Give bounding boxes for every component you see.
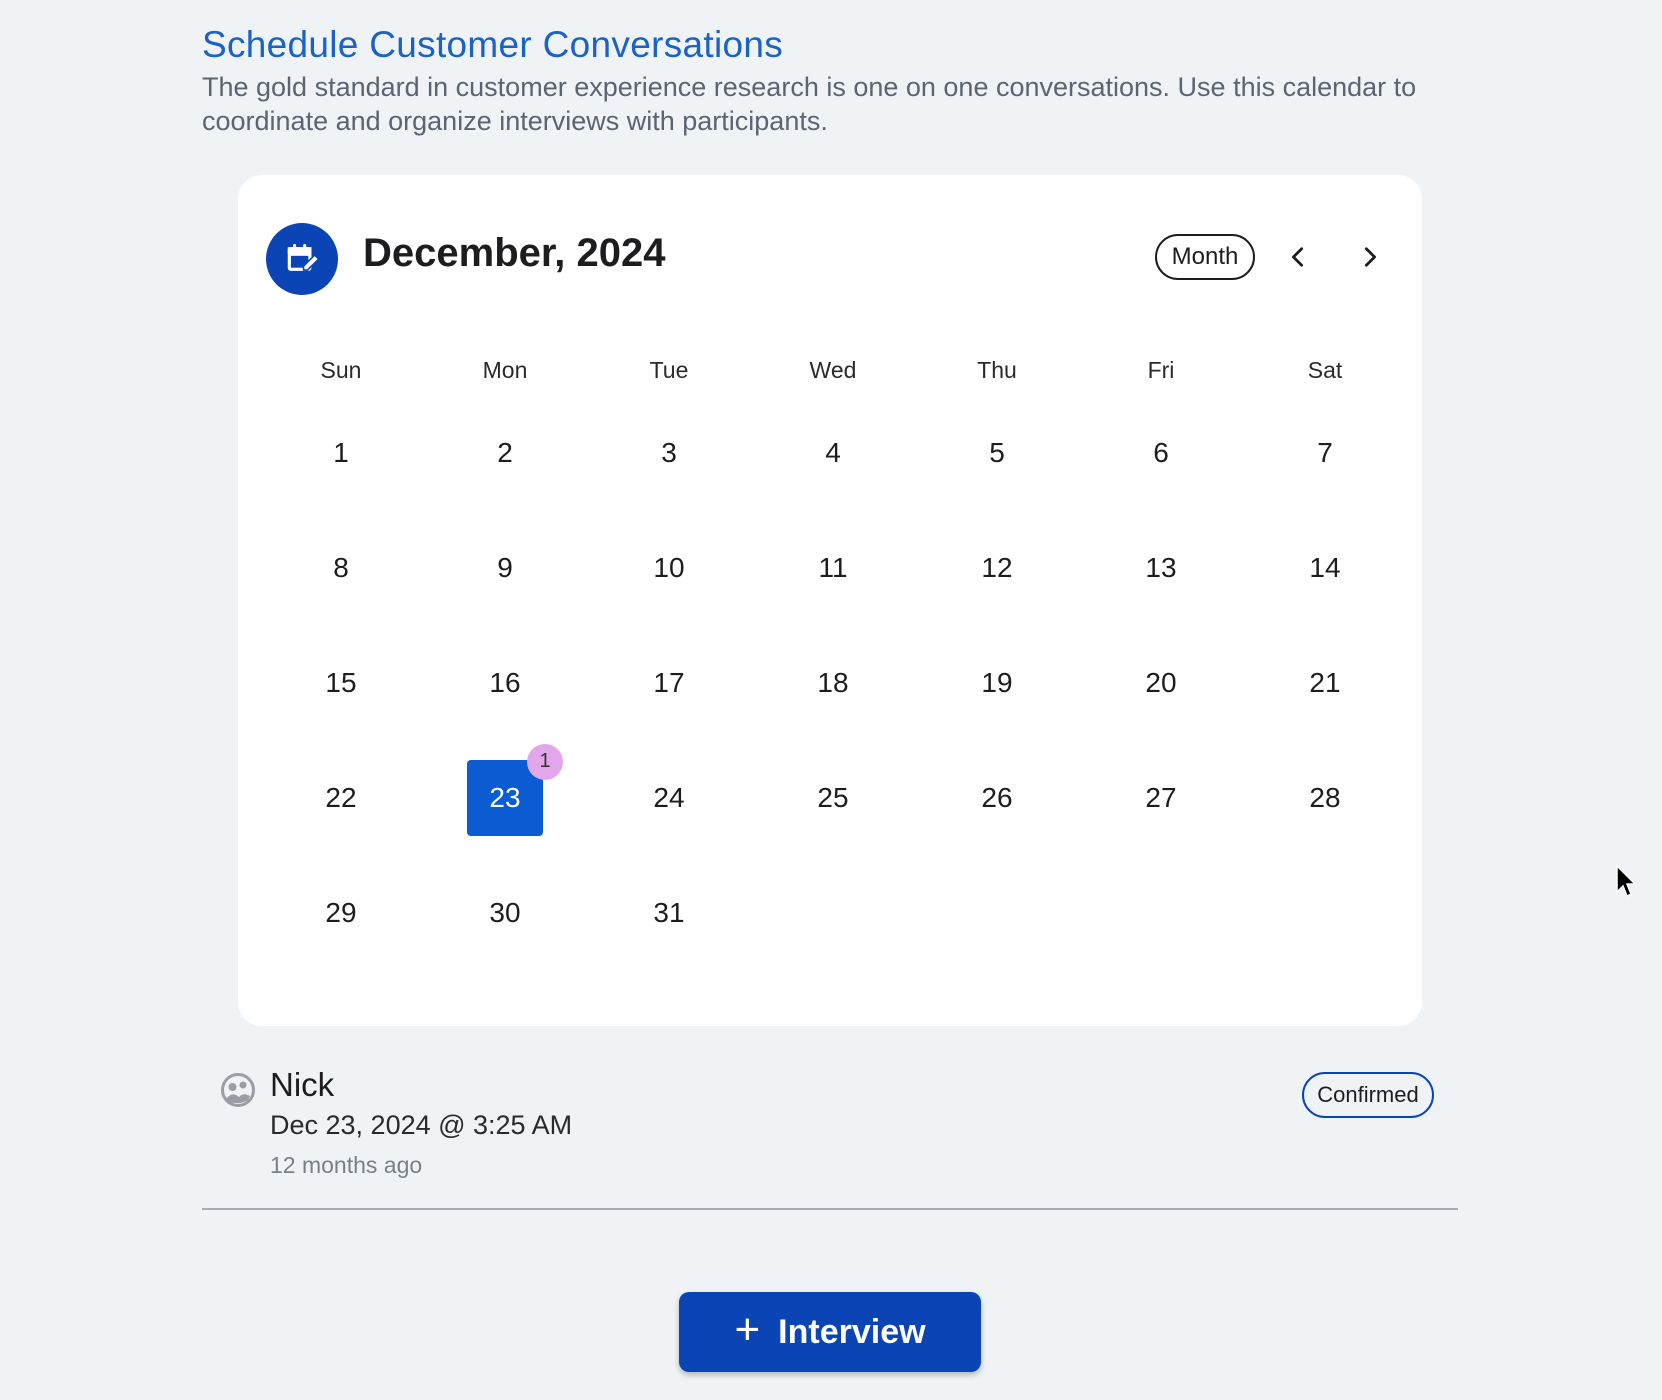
weekday-label: Fri bbox=[1147, 356, 1175, 383]
day-number: 15 bbox=[325, 666, 357, 698]
calendar-day[interactable] bbox=[751, 395, 915, 510]
calendar-day[interactable] bbox=[1243, 510, 1407, 625]
event-relative-time: 12 months ago bbox=[270, 1152, 423, 1178]
day-number: 11 bbox=[818, 551, 848, 583]
day-number: 29 bbox=[325, 896, 357, 928]
page-description: The gold standard in customer experience research is one on one conversations. Use this calendar to coordinate and organize interviews with participants. bbox=[202, 72, 1417, 136]
calendar-day[interactable] bbox=[259, 395, 423, 510]
calendar-day[interactable] bbox=[1243, 395, 1407, 510]
day-number: 9 bbox=[497, 551, 513, 583]
month-title: December, 2024 bbox=[363, 231, 666, 275]
weekday-label: Tue bbox=[649, 356, 689, 383]
day-number-wrapper bbox=[467, 750, 551, 836]
calendar-day[interactable] bbox=[423, 395, 587, 510]
calendar-day[interactable] bbox=[1243, 625, 1407, 740]
weekday-label: Mon bbox=[482, 356, 528, 383]
day-number: 4 bbox=[825, 436, 841, 468]
chevron-right-icon bbox=[1359, 246, 1381, 268]
event-count-badge: 1 bbox=[527, 744, 563, 780]
day-number: 25 bbox=[817, 781, 849, 813]
day-number: 18 bbox=[817, 666, 849, 698]
calendar-day[interactable] bbox=[915, 395, 1079, 510]
chevron-left-icon bbox=[1287, 246, 1309, 268]
weekday-label: Sun bbox=[320, 356, 362, 383]
mouse-cursor-icon bbox=[1615, 864, 1639, 900]
day-number: 14 bbox=[1309, 551, 1341, 583]
day-number: 7 bbox=[1317, 436, 1333, 468]
status-badge: Confirmed bbox=[1302, 1072, 1434, 1118]
calendar-day-selected[interactable] bbox=[423, 740, 587, 855]
calendar-day[interactable] bbox=[1243, 740, 1407, 855]
next-month-button[interactable] bbox=[1350, 237, 1390, 277]
calendar-day[interactable] bbox=[915, 510, 1079, 625]
day-number: 17 bbox=[653, 666, 685, 698]
day-number: 8 bbox=[333, 551, 349, 583]
day-number: 26 bbox=[981, 781, 1013, 813]
day-number: 1 bbox=[333, 436, 349, 468]
calendar-day[interactable] bbox=[1079, 625, 1243, 740]
day-number: 21 bbox=[1309, 666, 1341, 698]
weekday-label: Wed bbox=[809, 356, 857, 383]
calendar-day[interactable] bbox=[751, 510, 915, 625]
user-avatar-icon bbox=[220, 1072, 256, 1108]
day-number: 16 bbox=[489, 666, 521, 698]
view-mode-selector[interactable]: Month bbox=[1155, 234, 1255, 280]
day-number: 22 bbox=[325, 781, 357, 813]
calendar-day[interactable] bbox=[587, 510, 751, 625]
calendar-day[interactable] bbox=[915, 625, 1079, 740]
day-number: 12 bbox=[981, 551, 1013, 583]
calendar-day[interactable] bbox=[259, 510, 423, 625]
weekday-label: Sat bbox=[1307, 356, 1343, 383]
calendar-day[interactable] bbox=[587, 625, 751, 740]
page-title: Schedule Customer Conversations bbox=[202, 24, 784, 65]
calendar-day[interactable] bbox=[751, 740, 915, 855]
calendar-day[interactable] bbox=[259, 855, 423, 970]
calendar-day[interactable] bbox=[423, 855, 587, 970]
day-number: 20 bbox=[1145, 666, 1177, 698]
calendar-day[interactable] bbox=[751, 625, 915, 740]
calendar-day[interactable] bbox=[915, 740, 1079, 855]
calendar-day[interactable] bbox=[259, 625, 423, 740]
calendar-day[interactable] bbox=[1079, 510, 1243, 625]
calendar-day[interactable] bbox=[587, 740, 751, 855]
day-number: 19 bbox=[981, 666, 1013, 698]
previous-month-button[interactable] bbox=[1278, 237, 1318, 277]
participant-name: Nick bbox=[270, 1066, 335, 1103]
calendar-day[interactable] bbox=[587, 395, 751, 510]
calendar-day[interactable] bbox=[587, 855, 751, 970]
day-number: 24 bbox=[653, 781, 685, 813]
add-interview-button[interactable] bbox=[679, 1292, 981, 1372]
day-number: 3 bbox=[661, 436, 677, 468]
day-number: 31 bbox=[653, 896, 685, 928]
event-list-item[interactable] bbox=[202, 1060, 1458, 1210]
day-number: 10 bbox=[653, 551, 685, 583]
day-number: 13 bbox=[1145, 551, 1177, 583]
add-interview-label: Interview bbox=[778, 1312, 926, 1351]
day-number: 5 bbox=[989, 436, 1005, 468]
calendar-card bbox=[238, 175, 1422, 1026]
plus-icon: + bbox=[734, 1305, 761, 1354]
day-number: 6 bbox=[1153, 436, 1169, 468]
calendar-day[interactable] bbox=[1079, 740, 1243, 855]
day-number: 27 bbox=[1145, 781, 1177, 813]
day-number: 30 bbox=[489, 896, 521, 928]
calendar-day[interactable] bbox=[423, 510, 587, 625]
day-number: 28 bbox=[1309, 781, 1341, 813]
day-number: 2 bbox=[497, 436, 513, 468]
calendar-edit-icon bbox=[266, 223, 338, 295]
calendar-day[interactable] bbox=[423, 625, 587, 740]
calendar-grid bbox=[259, 345, 1407, 970]
day-number: 23 bbox=[489, 781, 521, 813]
weekday-label: Thu bbox=[977, 356, 1017, 383]
calendar-day[interactable] bbox=[259, 740, 423, 855]
calendar-day[interactable] bbox=[1079, 395, 1243, 510]
event-datetime: Dec 23, 2024 @ 3:25 AM bbox=[270, 1110, 573, 1140]
